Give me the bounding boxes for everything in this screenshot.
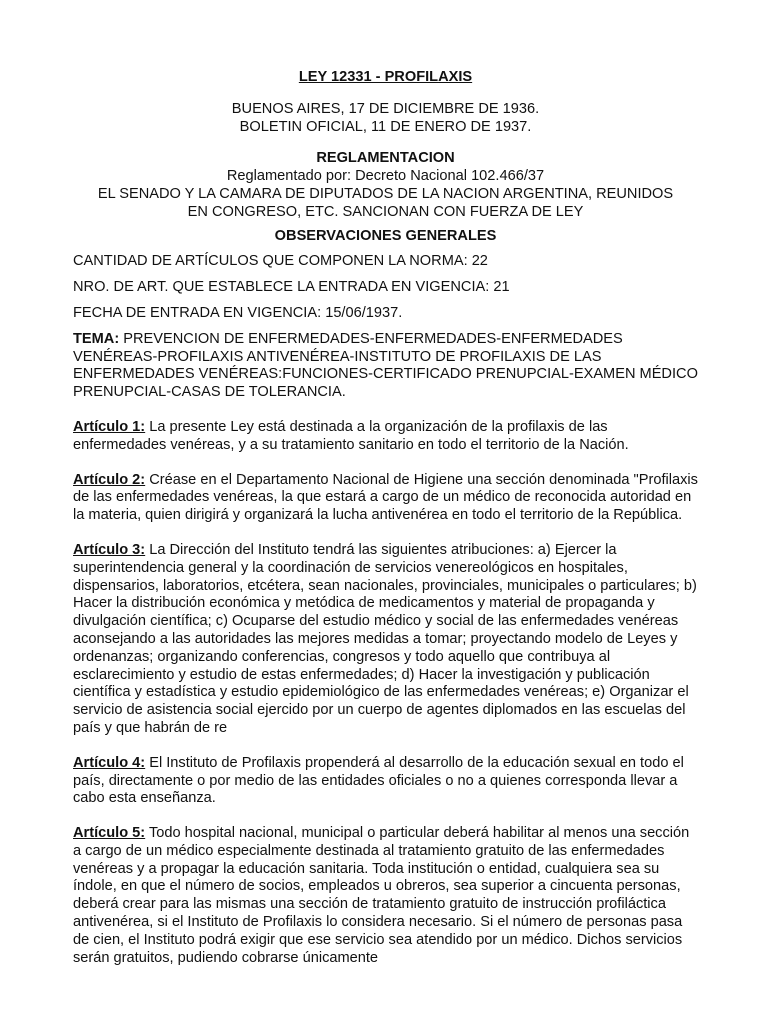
article-label: Artículo 2:: [73, 471, 146, 488]
article-text: Todo hospital nacional, municipal o particular deberá habilitar al menos una sección a cargo de un médico especialmente destinada al tratamiento gratuito de las enfermedades venéreas y a propagar la educación sanitaria. Toda institución o entidad, cualquiera sea su índole, en que el número de socios, empleados u obreros, sea superior a cincuenta personas, deberá crear para las mismas una sección de tratamiento gratuito de instrucción profiláctica antivenérea, si el Instituto de Profilaxis lo considera necesario. Si el número de personas pasa de cien, el Instituto podrá exigir que ese servicio sea atendido por un médico. Dichos servicios serán gratuitos, pudiendo cobrarse únicamente: [73, 825, 690, 966]
reglamentacion-heading: REGLAMENTACION: [316, 150, 455, 167]
article-text: El Instituto de Profilaxis propenderá al desarrollo de la educación sexual en todo el país, directamente o por medio de las entidades oficiales o no a quienes corresponda llevar a cabo esta enseñanza.: [73, 754, 684, 807]
observation-article-count: CANTIDAD DE ARTÍCULOS QUE COMPONEN LA NORMA: 22: [73, 253, 488, 270]
reglamentado-por: Reglamentado por: Decreto Nacional 102.466/37: [226, 168, 545, 185]
sanction-line-1: EL SENADO Y LA CAMARA DE DIPUTADOS DE LA NACION ARGENTINA, REUNIDOS: [97, 185, 674, 202]
tema-label: TEMA:: [73, 330, 120, 347]
article-4: [73, 755, 698, 808]
tema-paragraph: [73, 331, 698, 402]
article-label: Artículo 3:: [73, 541, 146, 558]
article-text: Créase en el Departamento Nacional de Higiene una sección denominada "Profilaxis de las enfermedades venéreas, la que estará a cargo de un médico de reconocida autoridad en la materia, quien dirigirá y organizará la lucha antivenérea en todo el territorio de la República.: [73, 471, 698, 524]
article-label: Artículo 5:: [73, 825, 146, 842]
spacer: [73, 136, 698, 150]
spacer: [73, 87, 698, 101]
article-2: [73, 472, 698, 525]
document-page: [73, 69, 698, 967]
observaciones-heading: OBSERVACIONES GENERALES: [274, 227, 497, 244]
article-1: [73, 419, 698, 455]
boletin-oficial: BOLETIN OFICIAL, 11 DE ENERO DE 1937.: [239, 118, 532, 135]
article-5: [73, 825, 698, 967]
law-title: LEY 12331 - PROFILAXIS: [298, 69, 473, 85]
place-date: BUENOS AIRES, 17 DE DICIEMBRE DE 1936.: [231, 100, 540, 117]
sanction-line-2: EN CONGRESO, ETC. SANCIONAN CON FUERZA DE LEY: [187, 203, 584, 220]
article-text: La presente Ley está destinada a la organización de la profilaxis de las enfermedades venéreas, y a su tratamiento sanitario en todo el territorio de la Nación.: [73, 418, 629, 453]
article-label: Artículo 1:: [73, 418, 146, 435]
tema-text: PREVENCION DE ENFERMEDADES-ENFERMEDADES-ENFERMEDADES VENÉREAS-PROFILAXIS ANTIVENÉREA-INSTITUTO DE PROFILAXIS DE LAS ENFERMEDADES VENÉREAS:FUNCIONES-CERTIFICADO PRENUPCIAL-EXAMEN MÉDICO PRENUPCIAL-CASAS DE TOLERANCIA.: [73, 330, 698, 401]
article-text: La Dirección del Instituto tendrá las siguientes atribuciones: a) Ejercer la superintendencia general y la coordinación de servicios venereológicos en hospitales, dispensarios, laboratorios, etcétera, sean nacionales, provinciales, municipales o particulares; b) Hacer la distribución económica y metódica de medicamentos y material de propaganda y divulgación científica; c) Ocuparse del estudio médico y social de las enfermedades venéreas aconsejando a las autoridades las mejores medidas a tomar; proyectando modelo de Leyes y ordenanzas; organizando conferencias, congresos y todo aquello que contribuya al esclarecimiento y estudio de estas enfermedades; d) Hacer la investigación y publicación científica y estadística y estudio epidemiológico de las enfermedades venéreas; e) Organizar el servicio de asistencia social ejercido por un cuerpo de agentes diplomados en las escuelas del país y que habrán de re: [73, 541, 697, 736]
article-label: Artículo 4:: [73, 754, 146, 771]
article-3: [73, 542, 698, 738]
observation-vigencia-article: NRO. DE ART. QUE ESTABLECE LA ENTRADA EN VIGENCIA: 21: [73, 279, 510, 296]
observation-vigencia-date: FECHA DE ENTRADA EN VIGENCIA: 15/06/1937.: [73, 304, 403, 321]
